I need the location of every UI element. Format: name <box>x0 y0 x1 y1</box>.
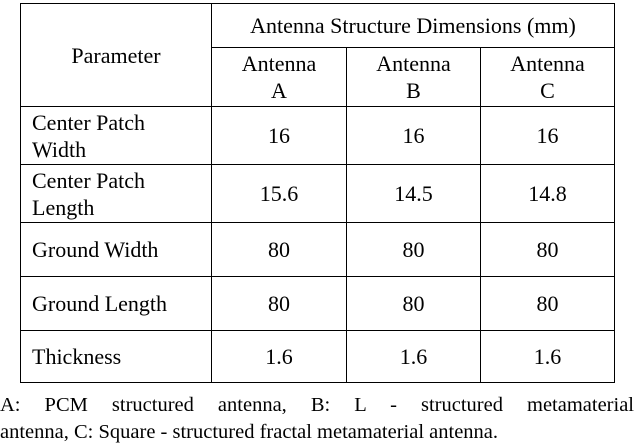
table-footnote <box>0 392 634 446</box>
antenna-c-header <box>481 48 615 107</box>
value-cell: 16 <box>212 107 347 165</box>
value-cell: 80 <box>212 277 347 331</box>
footnote-line2: antenna, C: Square - structured fractal metamaterial antenna. <box>0 421 499 443</box>
footnote-line1: A: PCM structured antenna, B: L - structured metamaterial <box>0 394 634 416</box>
parameter-header-cell <box>21 4 212 107</box>
antenna-a-header-line2: A <box>271 78 287 103</box>
antenna-a-header <box>212 48 347 107</box>
value-cell: 16 <box>347 107 481 165</box>
antenna-c-header-line1: Antenna <box>510 51 585 76</box>
parameter-label-line1: Center Patch <box>32 167 146 193</box>
antenna-a-header-line1: Antenna <box>241 51 317 76</box>
value-cell: 80 <box>347 277 481 331</box>
antenna-b-header-line1: Antenna <box>376 51 451 76</box>
parameter-label-line2: Width <box>32 136 87 162</box>
parameter-cell <box>21 277 212 331</box>
value-cell: 1.6 <box>481 331 615 383</box>
value-cell: 16 <box>481 107 615 165</box>
group-header-cell <box>212 4 615 48</box>
value-cell: 80 <box>481 223 615 277</box>
value-cell: 80 <box>212 223 347 277</box>
parameter-cell <box>21 331 212 383</box>
parameter-label: Ground Length <box>32 291 168 316</box>
value-cell: 14.8 <box>481 165 615 223</box>
antenna-b-header <box>347 48 481 107</box>
parameter-cell <box>21 107 212 165</box>
parameter-label-line2: Length <box>32 194 95 220</box>
parameter-label: Ground Width <box>32 237 159 262</box>
table-row <box>21 107 615 165</box>
parameter-label-line1: Center Patch <box>32 109 146 135</box>
table-row <box>21 331 615 383</box>
value-cell: 15.6 <box>212 165 347 223</box>
parameter-cell <box>21 165 212 223</box>
parameter-header: Parameter <box>71 42 161 68</box>
parameter-cell <box>21 223 212 277</box>
parameter-label: Thickness <box>32 344 122 369</box>
group-header: Antenna Structure Dimensions (mm) <box>250 13 576 38</box>
value-cell: 1.6 <box>212 331 347 383</box>
value-cell: 80 <box>347 223 481 277</box>
value-cell: 80 <box>481 277 615 331</box>
table-row <box>21 165 615 223</box>
table-row <box>21 223 615 277</box>
antenna-c-header-line2: C <box>540 78 555 103</box>
value-cell: 14.5 <box>347 165 481 223</box>
value-cell: 1.6 <box>347 331 481 383</box>
table-row <box>21 277 615 331</box>
antenna-b-header-line2: B <box>406 78 421 103</box>
table-header-row <box>21 4 615 48</box>
antenna-dimensions-table <box>20 3 615 383</box>
